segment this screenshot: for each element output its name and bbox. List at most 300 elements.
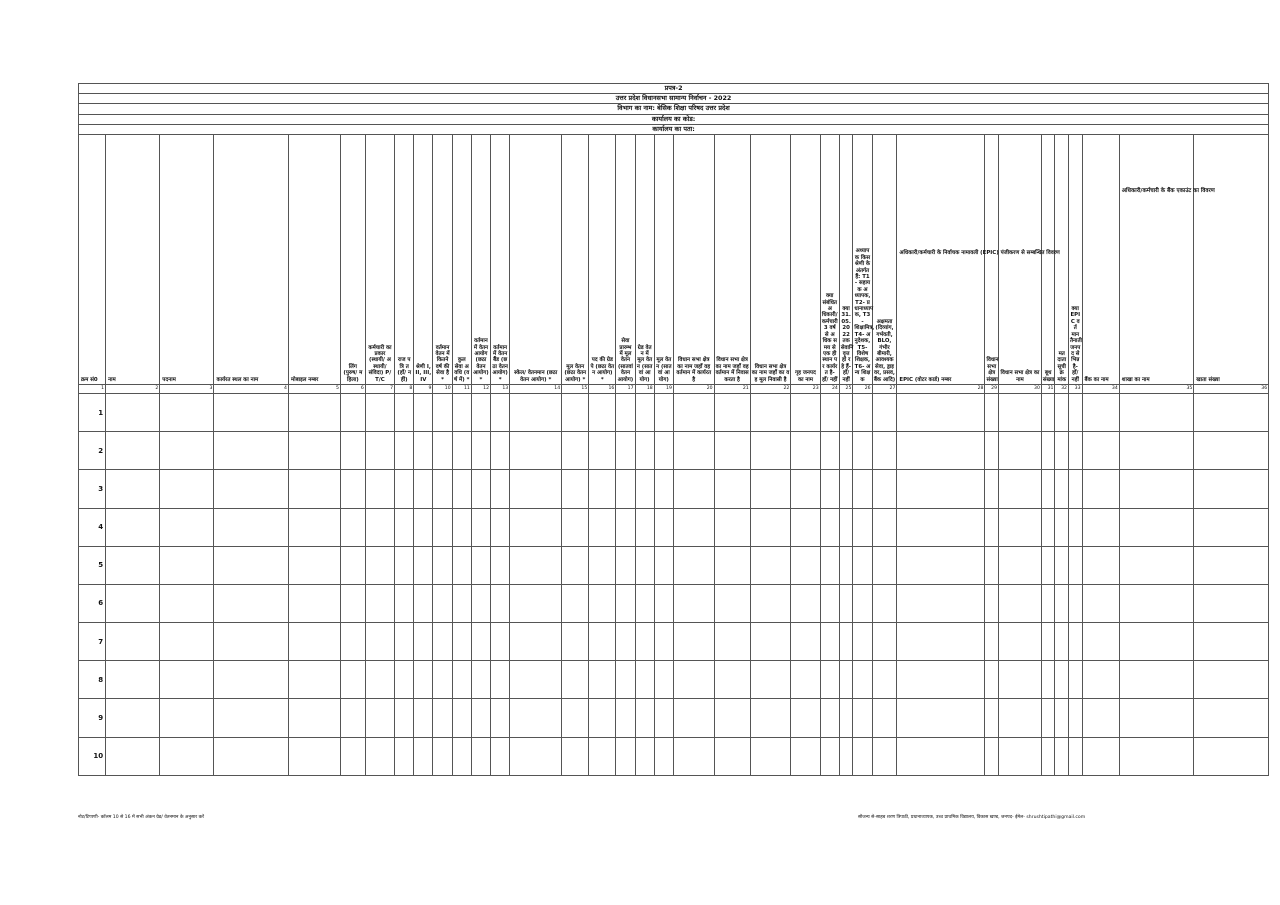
table-cell[interactable] [654,623,673,661]
table-cell[interactable] [999,699,1042,737]
table-cell[interactable] [562,546,589,584]
table-cell[interactable] [106,508,160,546]
table-cell[interactable] [1041,623,1055,661]
table-cell[interactable] [999,508,1042,546]
table-cell[interactable] [562,623,589,661]
table-cell[interactable] [750,661,791,699]
table-cell[interactable] [897,584,985,622]
table-cell[interactable] [985,699,999,737]
table-cell[interactable] [616,546,635,584]
table-cell[interactable] [714,699,750,737]
table-cell[interactable] [1055,508,1069,546]
table-cell[interactable] [510,661,562,699]
table-cell[interactable] [673,432,714,470]
table-cell[interactable] [471,661,490,699]
table-cell[interactable] [106,546,160,584]
table-cell[interactable] [1194,432,1269,470]
table-cell[interactable] [160,623,214,661]
table-cell[interactable] [214,699,289,737]
table-cell[interactable] [635,508,654,546]
table-cell[interactable] [791,623,820,661]
table-cell[interactable] [1068,699,1082,737]
table-cell[interactable] [433,737,452,775]
table-cell[interactable] [340,623,365,661]
table-cell[interactable] [395,623,414,661]
table-cell[interactable] [1055,393,1069,431]
table-cell[interactable] [288,699,340,737]
table-cell[interactable] [214,393,289,431]
table-cell[interactable] [589,546,616,584]
table-cell[interactable] [288,508,340,546]
table-cell[interactable] [1082,546,1119,584]
table-cell[interactable] [471,393,490,431]
table-cell[interactable] [635,623,654,661]
table-cell[interactable] [750,623,791,661]
table-cell[interactable] [999,661,1042,699]
table-cell[interactable] [1041,546,1055,584]
table-cell[interactable] [1119,432,1194,470]
table-cell[interactable] [872,546,897,584]
table-cell[interactable] [999,393,1042,431]
table-cell[interactable] [1041,584,1055,622]
table-cell[interactable] [820,584,839,622]
table-cell[interactable] [414,432,433,470]
table-cell[interactable] [288,470,340,508]
table-cell[interactable] [872,661,897,699]
table-cell[interactable] [872,737,897,775]
table-cell[interactable] [414,393,433,431]
table-cell[interactable] [897,737,985,775]
table-cell[interactable] [985,584,999,622]
table-cell[interactable] [510,737,562,775]
table-cell[interactable] [395,661,414,699]
table-cell[interactable] [839,623,853,661]
table-cell[interactable] [872,508,897,546]
table-cell[interactable] [288,623,340,661]
table-cell[interactable] [471,584,490,622]
table-cell[interactable] [1194,623,1269,661]
table-cell[interactable] [714,508,750,546]
table-cell[interactable] [395,699,414,737]
table-cell[interactable] [985,737,999,775]
table-cell[interactable] [214,508,289,546]
table-cell[interactable] [433,699,452,737]
table-cell[interactable] [897,393,985,431]
table-cell[interactable] [106,661,160,699]
table-cell[interactable] [491,508,510,546]
table-cell[interactable] [365,508,394,546]
table-cell[interactable] [340,546,365,584]
table-cell[interactable] [491,737,510,775]
table-cell[interactable] [395,393,414,431]
table-cell[interactable] [673,470,714,508]
table-cell[interactable] [872,470,897,508]
table-cell[interactable] [1119,699,1194,737]
table-cell[interactable] [635,737,654,775]
table-cell[interactable] [999,584,1042,622]
table-cell[interactable] [365,432,394,470]
table-cell[interactable] [365,661,394,699]
table-cell[interactable] [433,393,452,431]
table-cell[interactable] [1041,470,1055,508]
table-cell[interactable] [820,737,839,775]
table-cell[interactable] [160,737,214,775]
table-cell[interactable] [365,623,394,661]
table-cell[interactable] [750,737,791,775]
table-cell[interactable] [616,432,635,470]
table-cell[interactable] [589,623,616,661]
table-cell[interactable] [820,508,839,546]
table-cell[interactable] [820,470,839,508]
table-cell[interactable] [160,584,214,622]
table-cell[interactable] [452,470,471,508]
table-cell[interactable] [820,546,839,584]
table-cell[interactable] [1068,432,1082,470]
table-cell[interactable] [635,432,654,470]
table-cell[interactable] [395,584,414,622]
table-cell[interactable] [985,661,999,699]
table-cell[interactable] [589,508,616,546]
table-cell[interactable] [491,470,510,508]
table-cell[interactable] [510,508,562,546]
table-cell[interactable] [791,661,820,699]
table-cell[interactable] [820,661,839,699]
table-cell[interactable] [714,623,750,661]
table-cell[interactable] [340,699,365,737]
table-cell[interactable] [872,699,897,737]
table-cell[interactable] [616,584,635,622]
table-cell[interactable] [365,470,394,508]
table-cell[interactable] [654,661,673,699]
table-cell[interactable] [839,699,853,737]
table-cell[interactable] [839,432,853,470]
table-cell[interactable] [510,584,562,622]
table-cell[interactable] [510,623,562,661]
table-cell[interactable] [897,432,985,470]
table-cell[interactable] [872,393,897,431]
table-cell[interactable] [589,432,616,470]
table-cell[interactable] [1194,584,1269,622]
table-cell[interactable] [1119,584,1194,622]
table-cell[interactable] [340,508,365,546]
table-cell[interactable] [839,584,853,622]
table-cell[interactable] [1119,470,1194,508]
table-cell[interactable] [635,393,654,431]
table-cell[interactable] [1119,737,1194,775]
table-cell[interactable] [1068,661,1082,699]
table-cell[interactable] [288,393,340,431]
table-cell[interactable] [395,432,414,470]
table-cell[interactable] [985,546,999,584]
table-cell[interactable] [160,546,214,584]
table-cell[interactable] [1041,393,1055,431]
table-cell[interactable] [1068,584,1082,622]
table-cell[interactable] [106,737,160,775]
table-cell[interactable] [452,737,471,775]
table-cell[interactable] [510,546,562,584]
table-cell[interactable] [750,546,791,584]
table-cell[interactable] [999,470,1042,508]
table-cell[interactable] [510,393,562,431]
table-cell[interactable] [433,432,452,470]
table-cell[interactable] [589,699,616,737]
table-cell[interactable] [414,470,433,508]
table-cell[interactable] [288,546,340,584]
table-cell[interactable] [452,508,471,546]
table-cell[interactable] [491,584,510,622]
table-cell[interactable] [1041,699,1055,737]
table-cell[interactable] [750,699,791,737]
table-cell[interactable] [673,546,714,584]
table-cell[interactable] [562,584,589,622]
table-cell[interactable] [1082,699,1119,737]
table-cell[interactable] [452,584,471,622]
table-cell[interactable] [714,737,750,775]
table-cell[interactable] [654,737,673,775]
table-cell[interactable] [1194,470,1269,508]
table-cell[interactable] [673,393,714,431]
table-cell[interactable] [820,432,839,470]
table-cell[interactable] [853,432,872,470]
table-cell[interactable] [433,546,452,584]
table-cell[interactable] [562,737,589,775]
table-cell[interactable] [452,661,471,699]
table-cell[interactable] [791,584,820,622]
table-cell[interactable] [985,623,999,661]
table-cell[interactable] [589,661,616,699]
table-cell[interactable] [106,699,160,737]
table-cell[interactable] [872,584,897,622]
table-cell[interactable] [1068,737,1082,775]
table-cell[interactable] [562,393,589,431]
table-cell[interactable] [562,661,589,699]
table-cell[interactable] [999,432,1042,470]
table-cell[interactable] [214,470,289,508]
table-cell[interactable] [897,661,985,699]
table-cell[interactable] [1055,432,1069,470]
table-cell[interactable] [340,737,365,775]
table-cell[interactable] [471,508,490,546]
table-cell[interactable] [1068,508,1082,546]
table-cell[interactable] [340,584,365,622]
table-cell[interactable] [288,432,340,470]
table-cell[interactable] [897,699,985,737]
table-cell[interactable] [414,623,433,661]
table-cell[interactable] [791,699,820,737]
table-cell[interactable] [562,432,589,470]
table-cell[interactable] [365,584,394,622]
table-cell[interactable] [853,508,872,546]
table-cell[interactable] [1119,623,1194,661]
table-cell[interactable] [673,699,714,737]
table-cell[interactable] [452,393,471,431]
table-cell[interactable] [616,393,635,431]
table-cell[interactable] [214,432,289,470]
table-cell[interactable] [491,699,510,737]
table-cell[interactable] [471,737,490,775]
table-cell[interactable] [288,661,340,699]
table-cell[interactable] [433,508,452,546]
table-cell[interactable] [471,432,490,470]
table-cell[interactable] [654,432,673,470]
table-cell[interactable] [1041,508,1055,546]
table-cell[interactable] [839,546,853,584]
table-cell[interactable] [106,623,160,661]
table-cell[interactable] [839,508,853,546]
table-cell[interactable] [872,432,897,470]
table-cell[interactable] [106,432,160,470]
table-cell[interactable] [395,737,414,775]
table-cell[interactable] [1068,393,1082,431]
table-cell[interactable] [616,699,635,737]
table-cell[interactable] [414,661,433,699]
table-cell[interactable] [791,432,820,470]
table-cell[interactable] [635,699,654,737]
table-cell[interactable] [452,699,471,737]
table-cell[interactable] [1082,623,1119,661]
table-cell[interactable] [414,584,433,622]
table-cell[interactable] [510,432,562,470]
table-cell[interactable] [1068,623,1082,661]
table-cell[interactable] [616,737,635,775]
table-cell[interactable] [589,584,616,622]
table-cell[interactable] [433,623,452,661]
table-cell[interactable] [433,661,452,699]
table-cell[interactable] [872,623,897,661]
table-cell[interactable] [714,661,750,699]
table-cell[interactable] [714,432,750,470]
table-cell[interactable] [635,470,654,508]
table-cell[interactable] [673,661,714,699]
table-cell[interactable] [853,470,872,508]
table-cell[interactable] [1194,508,1269,546]
table-cell[interactable] [654,508,673,546]
table-cell[interactable] [635,546,654,584]
table-cell[interactable] [791,508,820,546]
table-cell[interactable] [853,623,872,661]
table-cell[interactable] [433,470,452,508]
table-cell[interactable] [985,470,999,508]
table-cell[interactable] [853,737,872,775]
table-cell[interactable] [214,623,289,661]
table-cell[interactable] [1082,470,1119,508]
table-cell[interactable] [414,508,433,546]
table-cell[interactable] [471,470,490,508]
table-cell[interactable] [714,546,750,584]
table-cell[interactable] [491,623,510,661]
table-cell[interactable] [839,661,853,699]
table-cell[interactable] [340,470,365,508]
table-cell[interactable] [820,393,839,431]
table-cell[interactable] [839,737,853,775]
table-cell[interactable] [452,546,471,584]
table-cell[interactable] [1119,393,1194,431]
table-cell[interactable] [714,584,750,622]
table-cell[interactable] [750,432,791,470]
table-cell[interactable] [897,623,985,661]
table-cell[interactable] [853,699,872,737]
table-cell[interactable] [1041,432,1055,470]
table-cell[interactable] [1068,470,1082,508]
table-cell[interactable] [288,584,340,622]
table-cell[interactable] [999,546,1042,584]
table-cell[interactable] [1041,737,1055,775]
table-cell[interactable] [897,508,985,546]
table-cell[interactable] [853,584,872,622]
table-cell[interactable] [985,393,999,431]
table-cell[interactable] [433,584,452,622]
table-cell[interactable] [791,737,820,775]
table-cell[interactable] [839,470,853,508]
table-cell[interactable] [214,661,289,699]
table-cell[interactable] [673,584,714,622]
table-cell[interactable] [414,546,433,584]
table-cell[interactable] [1194,393,1269,431]
table-cell[interactable] [106,584,160,622]
table-cell[interactable] [1041,661,1055,699]
table-cell[interactable] [820,623,839,661]
table-cell[interactable] [616,661,635,699]
table-cell[interactable] [589,737,616,775]
table-cell[interactable] [1082,393,1119,431]
table-cell[interactable] [160,470,214,508]
table-cell[interactable] [750,393,791,431]
table-cell[interactable] [160,393,214,431]
table-cell[interactable] [340,661,365,699]
table-cell[interactable] [1194,546,1269,584]
table-cell[interactable] [471,699,490,737]
table-cell[interactable] [160,432,214,470]
table-cell[interactable] [1055,546,1069,584]
table-cell[interactable] [491,432,510,470]
table-cell[interactable] [1055,623,1069,661]
table-cell[interactable] [820,699,839,737]
table-cell[interactable] [365,393,394,431]
table-cell[interactable] [635,584,654,622]
table-cell[interactable] [1194,661,1269,699]
table-cell[interactable] [791,470,820,508]
table-cell[interactable] [750,470,791,508]
table-cell[interactable] [340,432,365,470]
table-cell[interactable] [616,508,635,546]
table-cell[interactable] [654,470,673,508]
table-cell[interactable] [491,393,510,431]
table-cell[interactable] [510,699,562,737]
table-cell[interactable] [160,508,214,546]
table-cell[interactable] [471,623,490,661]
table-cell[interactable] [452,432,471,470]
table-cell[interactable] [999,623,1042,661]
table-cell[interactable] [654,393,673,431]
table-cell[interactable] [562,508,589,546]
table-cell[interactable] [654,584,673,622]
table-cell[interactable] [750,584,791,622]
table-cell[interactable] [510,470,562,508]
table-cell[interactable] [106,393,160,431]
table-cell[interactable] [1082,508,1119,546]
table-cell[interactable] [1119,661,1194,699]
table-cell[interactable] [853,661,872,699]
table-cell[interactable] [897,470,985,508]
table-cell[interactable] [673,623,714,661]
table-cell[interactable] [1068,546,1082,584]
table-cell[interactable] [365,546,394,584]
table-cell[interactable] [1055,470,1069,508]
table-cell[interactable] [999,737,1042,775]
table-cell[interactable] [714,393,750,431]
table-cell[interactable] [471,546,490,584]
table-cell[interactable] [1055,699,1069,737]
